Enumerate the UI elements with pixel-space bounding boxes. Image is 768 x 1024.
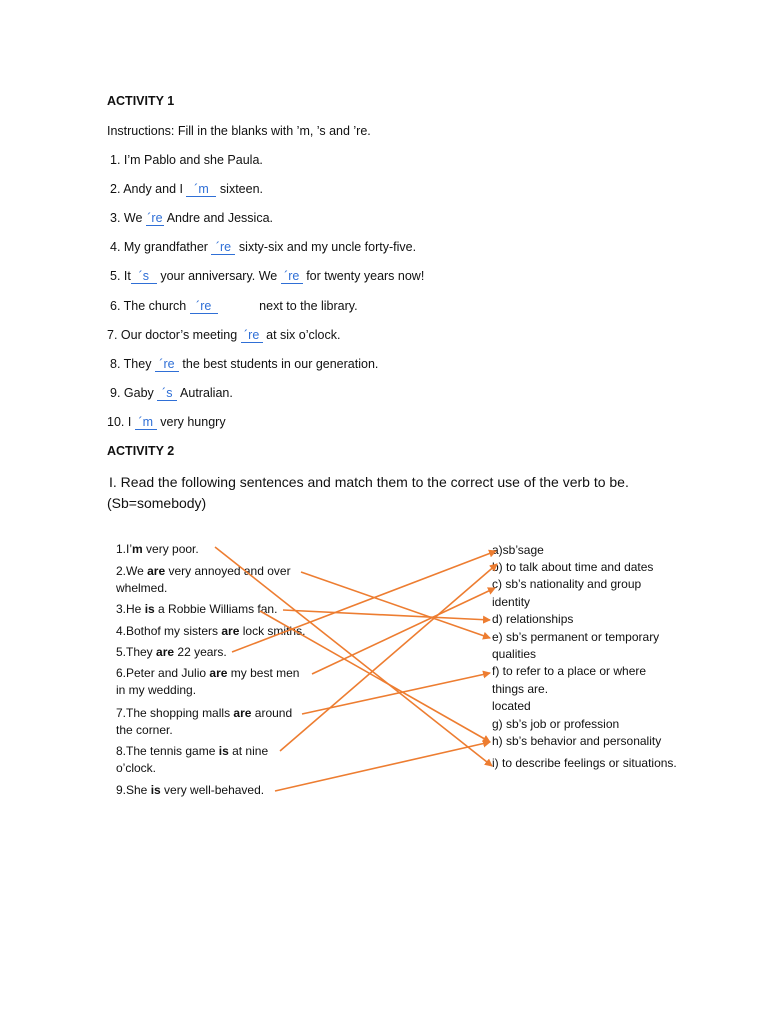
sentence-text: 1.I’ xyxy=(116,542,133,556)
arrow-7 xyxy=(302,673,490,714)
answer-blank[interactable]: ´re xyxy=(281,270,303,284)
activity2-note: (Sb=somebody) xyxy=(107,495,207,511)
item-text: 1. I’m Pablo and she Paula. xyxy=(110,153,263,167)
item-text: at six o’clock. xyxy=(262,328,341,342)
item-text: your anniversary. We xyxy=(156,269,281,283)
arrow-3 xyxy=(283,610,490,620)
sentence-8 xyxy=(116,743,268,760)
activity2-title: ACTIVITY 2 xyxy=(107,444,175,458)
use-option-c-cont: identity xyxy=(492,595,531,609)
exercise-item-8 xyxy=(110,357,378,372)
sentence-3 xyxy=(116,601,277,618)
answer-blank[interactable]: ´m xyxy=(186,183,216,197)
use-option-f-cont: things are. xyxy=(492,682,549,696)
verb-bold: are xyxy=(221,624,240,638)
item-text: 5. It xyxy=(110,269,131,283)
sentence-4 xyxy=(116,623,305,640)
sentence-6 xyxy=(116,665,299,682)
exercise-item-4 xyxy=(110,240,416,255)
use-option-e: e) sb’s permanent or temporary xyxy=(492,630,660,644)
item-text: next to the library. xyxy=(255,299,358,313)
verb-bold: are xyxy=(209,666,228,680)
answer-blank[interactable]: ´re xyxy=(147,211,163,225)
exercise-item-10 xyxy=(107,415,226,430)
sentence-text: 8.The tennis game xyxy=(116,744,219,758)
use-option-i: i) to describe feelings or situations. xyxy=(492,756,677,770)
verb-bold: is xyxy=(150,783,161,797)
sentence-text: very annoyed and over xyxy=(165,564,291,578)
use-option-f-cont2: located xyxy=(492,699,531,713)
arrow-2 xyxy=(301,572,490,638)
sentence-6-cont xyxy=(116,682,196,699)
item-text: for twenty years now! xyxy=(302,269,425,283)
sentence-text: my best men xyxy=(227,666,300,680)
sentence-2 xyxy=(116,563,291,580)
activity1-title: ACTIVITY 1 xyxy=(107,94,175,108)
arrow-9 xyxy=(275,742,490,791)
sentence-text: whelmed. xyxy=(116,581,168,595)
item-text: very hungry xyxy=(156,415,226,429)
item-text: 3. We xyxy=(110,211,146,225)
answer-blank[interactable]: ´m xyxy=(135,416,157,430)
sentence-text: very poor. xyxy=(142,542,199,556)
sentence-text: 22 years. xyxy=(174,645,227,659)
answer-blank[interactable]: ´s xyxy=(131,270,157,284)
item-text: sixty-six and my uncle forty-five. xyxy=(235,240,417,254)
activity2-instruction: I. Read the following sentences and match them to the correct use of the verb to be. xyxy=(109,474,629,490)
use-option-h: h) sb’s behavior and personality xyxy=(492,734,662,748)
item-text: sixteen. xyxy=(216,182,264,196)
item-text: 2. Andy and I xyxy=(110,182,187,196)
verb-bold: are xyxy=(147,564,166,578)
use-option-b: b) to talk about time and dates xyxy=(492,560,654,574)
exercise-item-6 xyxy=(110,299,358,314)
use-option-d: d) relationships xyxy=(492,612,574,626)
sentence-text: 2.We xyxy=(116,564,148,578)
use-option-f: f) to refer to a place or where xyxy=(492,664,647,678)
answer-blank[interactable]: ´re xyxy=(190,300,218,314)
answer-blank[interactable]: ´re xyxy=(211,241,235,255)
exercise-item-9 xyxy=(110,386,233,401)
sentence-text: 7.The shopping malls xyxy=(116,706,234,720)
sentence-9 xyxy=(116,782,264,799)
sentence-text: around xyxy=(251,706,293,720)
sentence-text: 6.Peter and Julio xyxy=(116,666,210,680)
item-text: 9. Gaby xyxy=(110,386,158,400)
item-text: 7. Our doctor’s meeting xyxy=(107,328,241,342)
sentence-text: 5.They xyxy=(116,645,157,659)
verb-bold: are xyxy=(156,645,175,659)
item-text: Autralian. xyxy=(177,386,233,400)
item-text: 8. They xyxy=(110,357,155,371)
sentence-text: o’clock. xyxy=(116,761,157,775)
item-text: 4. My grandfather xyxy=(110,240,212,254)
sentence-text: the corner. xyxy=(116,723,173,737)
sentence-5 xyxy=(116,644,227,661)
sentence-1 xyxy=(116,541,199,558)
sentence-text: very well-behaved. xyxy=(160,783,265,797)
sentence-7 xyxy=(116,705,292,722)
arrow-8 xyxy=(280,564,497,751)
sentence-7-cont xyxy=(116,722,173,739)
exercise-item-1 xyxy=(110,153,263,167)
item-text: 6. The church xyxy=(110,299,190,313)
sentence-text: at nine xyxy=(228,744,269,758)
sentence-text: 9.She xyxy=(116,783,151,797)
item-text: 10. I xyxy=(107,415,135,429)
answer-blank[interactable]: ´re xyxy=(241,329,263,343)
sentence-text: 3.He xyxy=(116,602,145,616)
use-option-g: g) sb’s job or profession xyxy=(492,717,620,731)
sentence-text: 4.Bothof my sisters xyxy=(116,624,222,638)
sentence-text: lock smiths. xyxy=(239,624,306,638)
verb-bold: is xyxy=(144,602,155,616)
answer-blank[interactable]: ´s xyxy=(157,387,177,401)
use-option-a: a)sb’sage xyxy=(492,543,544,557)
item-text: Andre and Jessica. xyxy=(163,211,274,225)
exercise-item-3 xyxy=(110,211,273,226)
sentence-8-cont xyxy=(116,760,156,777)
use-option-e-cont: qualities xyxy=(492,647,537,661)
use-option-c: c) sb’s nationality and group xyxy=(492,577,642,591)
answer-blank[interactable]: ´re xyxy=(155,358,179,372)
sentence-2-cont xyxy=(116,580,167,597)
verb-bold: is xyxy=(218,744,229,758)
verb-bold: m xyxy=(132,542,143,556)
exercise-item-7 xyxy=(107,328,340,343)
arrow-6 xyxy=(312,588,495,674)
item-text: the best students in our generation. xyxy=(178,357,379,371)
activity1-instructions: Instructions: Fill in the blanks with ’m, ’s and ’re. xyxy=(107,124,371,138)
verb-bold: are xyxy=(233,706,252,720)
exercise-item-2 xyxy=(110,182,263,197)
sentence-text: a Robbie Williams fan. xyxy=(154,602,278,616)
sentence-text: in my wedding. xyxy=(116,683,197,697)
exercise-item-5 xyxy=(110,269,424,284)
